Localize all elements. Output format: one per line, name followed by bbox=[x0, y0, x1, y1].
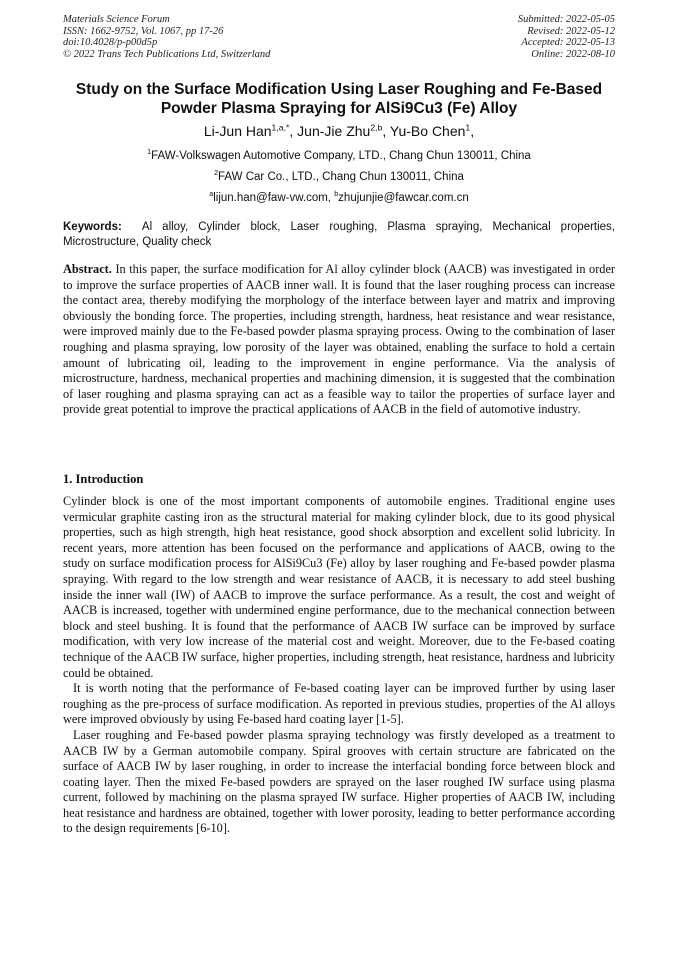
section-heading-introduction: 1. Introduction bbox=[63, 472, 144, 486]
journal-doi: doi:10.4028/p-p00d5p bbox=[63, 37, 158, 48]
keywords-text: Al alloy, Cylinder block, Laser roughing, Plasma spraying, Mechanical properties, Microstructure, Quality check bbox=[63, 221, 616, 248]
journal-name: Materials Science Forum bbox=[63, 14, 170, 25]
author-list bbox=[40, 123, 638, 139]
author-sep: , bbox=[382, 123, 390, 139]
journal-issn: ISSN: 1662-9752, Vol. 1067, pp 17-26 bbox=[63, 25, 224, 37]
author-sep: , bbox=[470, 123, 475, 139]
abstract-section bbox=[63, 262, 615, 418]
date-accepted: Accepted: 2022-05-13 bbox=[521, 37, 615, 48]
affiliation-2 bbox=[40, 171, 638, 192]
paragraph: Laser roughing and Fe-based powder plasma spraying technology was firstly developed as a treatment to AACB IW by a German automobile company. Spiral grooves with certain structure are fabricated on the surface of AACB IW by laser roughing, in order to increase the interfacial bonding force between block and coating layer. Then the mixed Fe-based powders are sprayed on the laser roughed IW surface using plasma current, followed by machining on the plasma sprayed IW surface. Higher properties of AACB IW, including heat resistance and hardness are obtained, together with lower porosity, leading to better performance according to the design requirements [6-10]. bbox=[63, 727, 615, 836]
paragraph: It is worth noting that the performance of Fe-based coating layer can be improved further by using laser roughing as the pre-process of surface modification. As reported in previous studies, properties of the Al alloys were improved obviously by using Fe-based hard coating layer [1-5]. bbox=[63, 681, 615, 727]
paper-title bbox=[50, 80, 628, 118]
abstract-label: Abstract. bbox=[63, 262, 112, 276]
author-sup: 1 bbox=[465, 122, 471, 133]
journal-copyright: © 2022 Trans Tech Publications Ltd, Switzerland bbox=[63, 48, 271, 60]
submission-dates bbox=[518, 14, 615, 60]
author-sep: , bbox=[289, 123, 298, 139]
date-revised: Revised: 2022-05-12 bbox=[527, 25, 615, 37]
abstract-text: In this paper, the surface modification for Al alloy cylinder block (AACB) was investigated in order to improve the surface properties of AACB inner wall. It is found that the laser roughing process can increase the contact area, thereby modifying the morphology of the interface between layer and matrix and improving obviously the bonding force. The properties, including strength, hardness, heat resistance and wear resistance, were improved mainly due to the Fe-based powder plasma spraying process. Owing to the combination of laser roughing and plasma spraying, low porosity of the layer was obtained, enabling the surface to hold a certain amount of lubricating oil, leading to the improvement in engine performance. Via the analysis of microstructure, hardness, mechanical properties and machining dimension, it is suggested that the combination of laser roughing and plasma spraying can act as a feasible way to tailor the properties of surface layer and provide great potential to improve the practical applications of AACB in the field of automotive industry. bbox=[63, 262, 615, 417]
date-submitted: Submitted: 2022-05-05 bbox=[517, 14, 615, 25]
author-name: Jun-Jie Zhu bbox=[297, 123, 371, 139]
introduction-section bbox=[63, 494, 615, 837]
author-sup: 2,b bbox=[370, 122, 383, 133]
paragraph: Cylinder block is one of the most important components of automobile engines. Traditional engine uses vermicular graphite casting iron as the structural material for making cylinder block, due to its good physical properties, such as high strength, high heat resistance, good shock absorption and excellent solid lubricity. In recent years, more attention has been focused on the performance and applications of AACB, owing to the study on surface modification process for AlSi9Cu3 (Fe) alloy by laser roughing and Fe-based powder plasma spraying. With regard to the low strength and wear resistance of AACB, it is necessary to add steel bushing inside the inner wall (IW) of AACB to improve the surface performance. As a result, the cost and weight of AACB is increased, together with undermined engine performance, due to the mechanical connection between block and steel bushing. It is found that the performance of AACB IW surface can be improved by surface modification, with very low increase of the material cost and weight. Moreover, due to the Fe-based coating technique of the AACB IW surface, higher properties, including strength, heat resistance, hardness and lubricity could be obtained. bbox=[63, 494, 615, 680]
title-line-2: Powder Plasma Spraying for AlSi9Cu3 (Fe) Alloy bbox=[160, 100, 518, 117]
affiliation-1-sup: 1 bbox=[147, 148, 152, 157]
email-a-sup: a bbox=[209, 190, 214, 199]
email-b: zhujunjie@fawcar.com.cn bbox=[338, 192, 469, 204]
affiliation-2-sup: 2 bbox=[214, 169, 219, 178]
email-a: lijun.han@faw-vw.com, bbox=[213, 192, 335, 204]
keywords-section bbox=[63, 220, 615, 249]
keywords-label: Keywords: bbox=[63, 221, 122, 233]
journal-info bbox=[63, 14, 270, 60]
email-b-sup: b bbox=[334, 190, 339, 199]
author-sup: 1,a,* bbox=[271, 122, 290, 133]
affiliation-1-text: FAW-Volkswagen Automotive Company, LTD., Chang Chun 130011, China bbox=[151, 150, 531, 162]
title-line-1: Study on the Surface Modification Using Laser Roughing and Fe-Based bbox=[75, 81, 603, 98]
author-emails bbox=[40, 192, 638, 213]
affiliation-2-text: FAW Car Co., LTD., Chang Chun 130011, China bbox=[218, 171, 464, 183]
affiliation-1 bbox=[40, 150, 638, 171]
author-name: Yu-Bo Chen bbox=[389, 123, 466, 139]
author-name: Li-Jun Han bbox=[203, 123, 272, 139]
date-online: Online: 2022-08-10 bbox=[531, 48, 615, 60]
affiliations bbox=[40, 150, 638, 213]
